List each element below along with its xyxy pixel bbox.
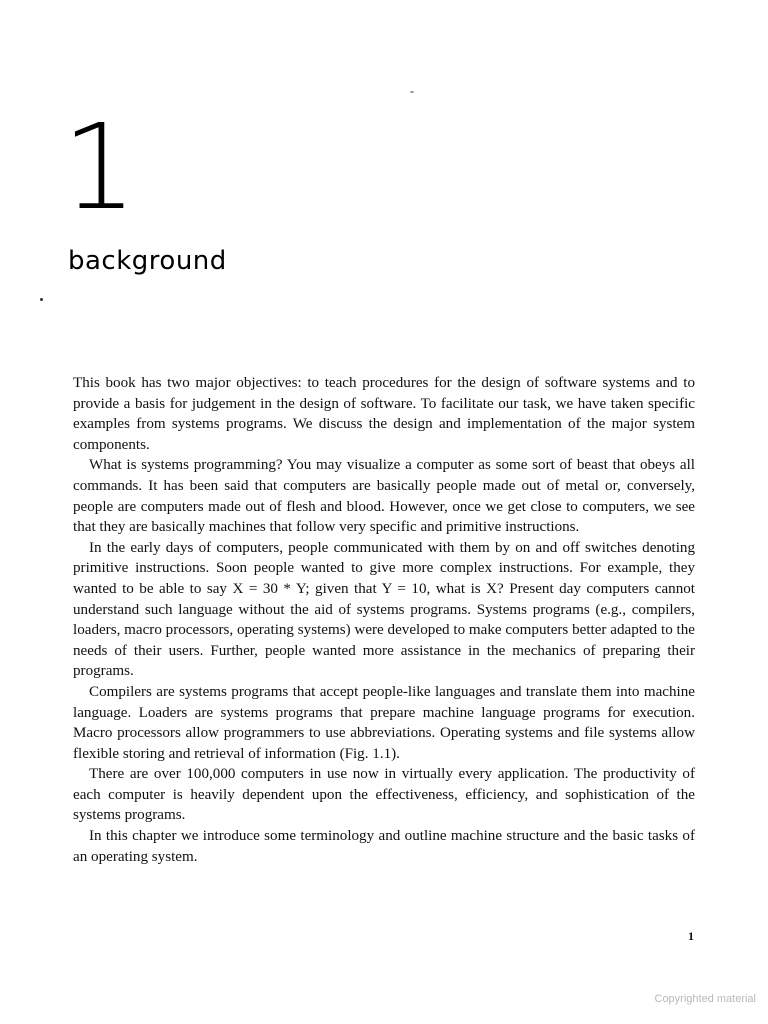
paragraph: This book has two major objectives: to teach procedures for the design of software systems and to provide a basis for judgement in the design of software. To facilitate our task, we have taken specific examples from systems programs. We discuss the design and implementation of the major system components.	[73, 375, 695, 453]
paragraph: There are over 100,000 computers in use now in virtually every application. The productivity of each computer is heavily dependent upon the effectiveness, efficiency, and sophistication of the systems programs.	[73, 766, 695, 824]
paragraph: Compilers are systems programs that accept people-like languages and translate them into machine language. Loaders are systems programs that prepare machine language programs for execution. Macro processors allow programmers to use abbreviations. Operating systems and file systems allow flexible storing and retrieval of information (Fig. 1.1).	[73, 683, 695, 762]
chapter-title: background	[68, 246, 227, 276]
paragraph: In the early days of computers, people communicated with them by on and off switches denoting primitive instructions. Soon people wanted to give more complex instructions. For example, they wanted to be able to say X = 30 * Y; given that Y = 10, what is X? Present day computers cannot understand such language without the aid of systems programs. Systems programs (e.g., compilers, loaders, macro processors, operating systems) were developed to make computers better adapted to the needs of their users. Further, people wanted more assistance in the mechanics of preparing their programs.	[73, 539, 695, 680]
copyright-watermark: Copyrighted material	[654, 993, 756, 1005]
paragraph: In this chapter we introduce some terminology and outline machine structure and the basic tasks of an operating system.	[73, 828, 695, 865]
paragraph: What is systems programming? You may visualize a computer as some sort of beast that obeys all commands. It has been said that computers are basically people made out of metal or, conversely, people are computers made out of flesh and blood. However, once we get close to computers, we see that they are basically machines that follow very specific and primitive instructions.	[73, 457, 695, 536]
chapter-number: 1	[62, 98, 136, 236]
body-text	[73, 373, 695, 867]
page-number: 1	[688, 929, 694, 943]
scan-speck	[410, 91, 414, 93]
scan-speck	[40, 298, 43, 301]
